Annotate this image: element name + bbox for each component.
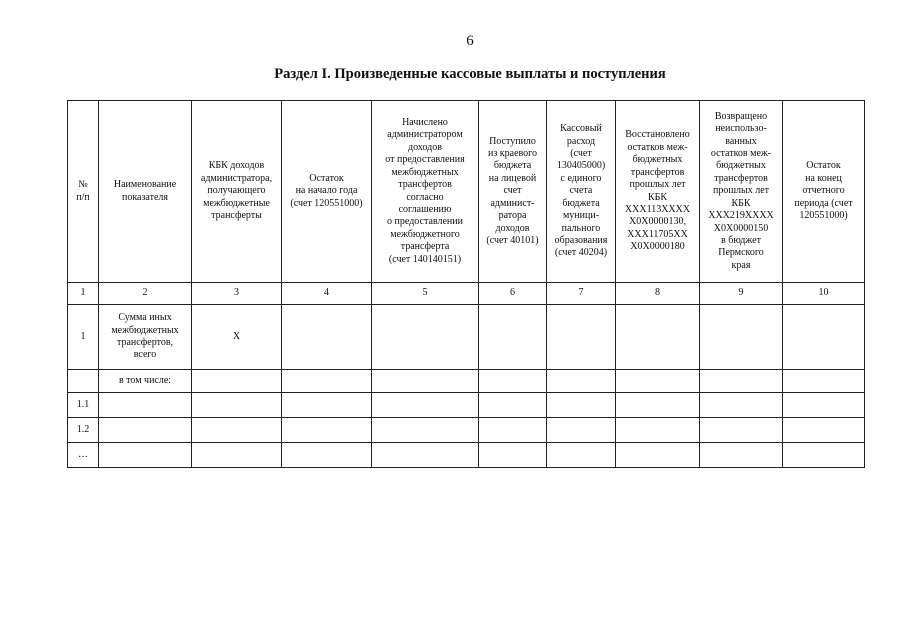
table-cell — [372, 443, 479, 468]
table-cell — [68, 370, 99, 393]
table-cell — [479, 443, 547, 468]
table-cell — [282, 370, 372, 393]
column-number: 5 — [372, 283, 479, 305]
column-numbers-row — [68, 283, 865, 305]
table-cell — [479, 418, 547, 443]
table-cell — [547, 443, 616, 468]
row-name: Сумма иных межбюджетных трансфертов, всего — [99, 305, 192, 370]
row-index: 1.2 — [68, 418, 99, 443]
page-number: 6 — [466, 33, 474, 49]
table-cell — [479, 305, 547, 370]
table-cell — [372, 418, 479, 443]
table-cell — [372, 393, 479, 418]
header-cell-closing-balance: Остаток на конец отчетного периода (счет 120551000) — [783, 101, 865, 283]
table-cell — [783, 418, 865, 443]
table-cell — [372, 305, 479, 370]
table-row-including — [68, 370, 865, 393]
table-cell — [192, 443, 282, 468]
table-row-total — [68, 305, 865, 370]
table-row — [68, 418, 865, 443]
table-cell — [783, 443, 865, 468]
table-cell — [547, 370, 616, 393]
header-cell-returned: Возвращено неиспользо- ванных остатков меж- бюджетных трансфертов прошлых лет КБК XXX219XXXX X0X0000150 в бюджет Пермского края — [700, 101, 783, 283]
table-cell — [99, 393, 192, 418]
table-cell — [192, 393, 282, 418]
header-cell-name: Наименование показателя — [99, 101, 192, 283]
header-cell-received: Поступило из краевого бюджета на лицевой счет админист- ратора доходов (счет 40101) — [479, 101, 547, 283]
header-cell-kbk: КБК доходов администратора, получающего межбюджетные трансферты — [192, 101, 282, 283]
column-number: 10 — [783, 283, 865, 305]
column-number: 8 — [616, 283, 700, 305]
column-number: 4 — [282, 283, 372, 305]
column-number: 1 — [68, 283, 99, 305]
section-title: Раздел I. Произведенные кассовые выплаты и поступления — [274, 66, 666, 82]
table-cell — [479, 370, 547, 393]
table-cell — [547, 418, 616, 443]
table-cell — [192, 418, 282, 443]
table-cell — [700, 418, 783, 443]
table-cell — [616, 393, 700, 418]
row-index: 1.1 — [68, 393, 99, 418]
table-cell — [282, 305, 372, 370]
report-table — [67, 100, 865, 468]
table-cell — [783, 393, 865, 418]
table-cell — [783, 305, 865, 370]
table-cell — [700, 393, 783, 418]
header-cell-cash-expense: Кассовый расход (счет 130405000) с единого счета бюджета муници- пального образования (счет 40204) — [547, 101, 616, 283]
row-index: 1 — [68, 305, 99, 370]
table-cell — [282, 443, 372, 468]
table-cell — [700, 305, 783, 370]
header-cell-opening-balance: Остаток на начало года (счет 120551000) — [282, 101, 372, 283]
row-index-ellipsis: … — [68, 443, 99, 468]
table-cell — [616, 370, 700, 393]
column-number: 2 — [99, 283, 192, 305]
table-cell — [547, 305, 616, 370]
table-cell — [479, 393, 547, 418]
table-cell — [99, 443, 192, 468]
table-cell — [700, 443, 783, 468]
column-number: 9 — [700, 283, 783, 305]
column-number: 3 — [192, 283, 282, 305]
table-cell — [99, 418, 192, 443]
table-cell — [192, 370, 282, 393]
header-row — [68, 101, 865, 283]
table-cell — [547, 393, 616, 418]
column-number: 6 — [479, 283, 547, 305]
table-cell — [700, 370, 783, 393]
header-cell-index: № п/п — [68, 101, 99, 283]
table-cell — [282, 393, 372, 418]
table-cell — [372, 370, 479, 393]
table-cell — [616, 305, 700, 370]
table-cell — [282, 418, 372, 443]
including-label: в том числе: — [99, 370, 192, 393]
column-number: 7 — [547, 283, 616, 305]
table-cell — [616, 443, 700, 468]
kbk-not-applicable-mark: Х — [192, 305, 282, 370]
table-cell — [783, 370, 865, 393]
table-row — [68, 393, 865, 418]
table-cell — [616, 418, 700, 443]
table-row — [68, 443, 865, 468]
header-cell-restored: Восстановлено остатков меж- бюджетных трансфертов прошлых лет КБК XXX113XXXX X0X0000130, XXX11705XX X0X0000180 — [616, 101, 700, 283]
header-cell-accrued: Начислено администратором доходов от предоставления межбюджетных трансфертов согласно соглашению о предоставлении межбюджетного трансферта (счет 140140151) — [372, 101, 479, 283]
